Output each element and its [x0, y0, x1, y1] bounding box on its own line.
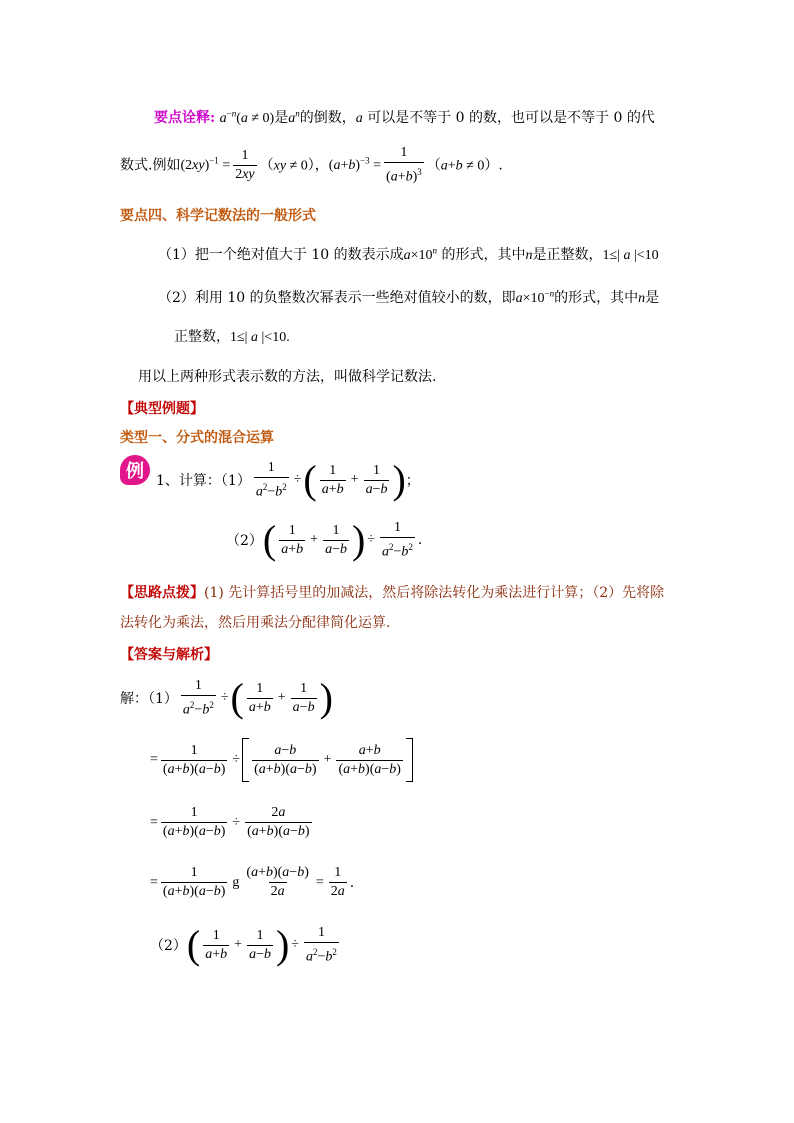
example-2xy: $(2xy)^{-1}$ = — [180, 155, 231, 174]
examples-heading: 【典型例题】 — [120, 401, 204, 417]
section4-summary: 用以上两种形式表示数的方法，叫做科学记数法. — [138, 369, 437, 385]
section4-item-2: （2）利用 10 的负整数次幂表示一些绝对值较小的数，即$a\times 10^{-n}$的形式，其中n是 — [158, 288, 660, 306]
solution-step-4: = $\frac{1}{(a+b)(a-b)}$ g $\frac{(a+b)(a-b)}{2a}$ = $\frac{1}{2a}$ . — [150, 865, 355, 899]
note-math-cond: (a ≠ 0) — [236, 111, 275, 126]
solution-step-3: = $\frac{1}{(a+b)(a-b)}$ ÷ $\frac{2a}{(a+b)(a-b)}$ — [150, 805, 310, 839]
section4-heading: 要点四、科学记数法的一般形式 — [120, 208, 316, 224]
solution-step-1: 解：（1） $\frac{1}{a^2-b^2}$ ÷ ( $\frac{1}{a+b}$ + $\frac{1}{a-b}$ ) — [120, 675, 333, 721]
problem-part-2: （2） ( $\frac{1}{a+b}$ + $\frac{1}{a-b}$ ) ÷ $\frac{1}{a^2-b^2}$ . — [226, 517, 423, 563]
section4-item-2-cont: 正整数，1≤| a |<10. — [174, 329, 290, 345]
answer-heading: 【答案与解析】 — [120, 647, 218, 663]
hint-line-1: 【思路点拨】(1) 先计算括号里的加减法，然后将除法转化为乘法进行计算；（2）先将除 — [120, 585, 665, 601]
solution-step-2: = $\frac{1}{(a+b)(a-b)}$ ÷ $\frac{a-b}{(a+b)(a-b)}$ + $\frac{a+b}{(a+b)(a-b)}$ — [150, 738, 413, 782]
fraction-1-over-a-plus-b-cubed: $\frac{1}{(a+b)^3}$ — [386, 145, 422, 185]
type1-heading: 类型一、分式的混合运算 — [120, 430, 274, 446]
example-a-plus-b: $(a+b)^{-3}$ = — [328, 155, 382, 174]
hint-line-2: 法转化为乘法，然后用乘法分配律简化运算. — [120, 615, 391, 631]
example-badge: 例 — [120, 455, 150, 485]
problem-part-1: 1、计算：（1） $\frac{1}{a^2-b^2}$ ÷ ( $\frac{1}{a+b}$ + $\frac{1}{a-b}$ ) ； — [156, 457, 420, 503]
solution-part-2: （2） ( $\frac{1}{a+b}$ + $\frac{1}{a-b}$ ) ÷ $\frac{1}{a^2-b^2}$ — [150, 922, 337, 968]
note-line-2: 数式.例如$(2xy)^{-1}$ = $\frac{1}{2xy}$ （xy ≠ 0），$(a+b)^{-3}$ = $\frac{1}{(a+b)^3}$ （a+b ≠ 0）. — [120, 145, 503, 185]
hint-label: 【思路点拨】 — [120, 585, 204, 601]
note-math-a-neg-n: $a^{-n}$ — [219, 108, 237, 126]
note-math-a-n: $a^n$ — [288, 108, 300, 126]
fraction-1-over-2xy: $\frac{1}{2xy}$ — [235, 147, 255, 182]
note-heading: 要点诠释: — [154, 110, 216, 126]
note-line-1: 要点诠释: $a^{-n}(a \ne 0)$是$a^n$的倒数，a 可以是不等于 0 的数，也可以是不等于 0 的代 — [154, 108, 655, 126]
section4-item-1: （1）把一个绝对值大于 10 的数表示成$a\times 10^n$ 的形式，其中n是正整数，1≤| a |<10 — [158, 245, 659, 263]
